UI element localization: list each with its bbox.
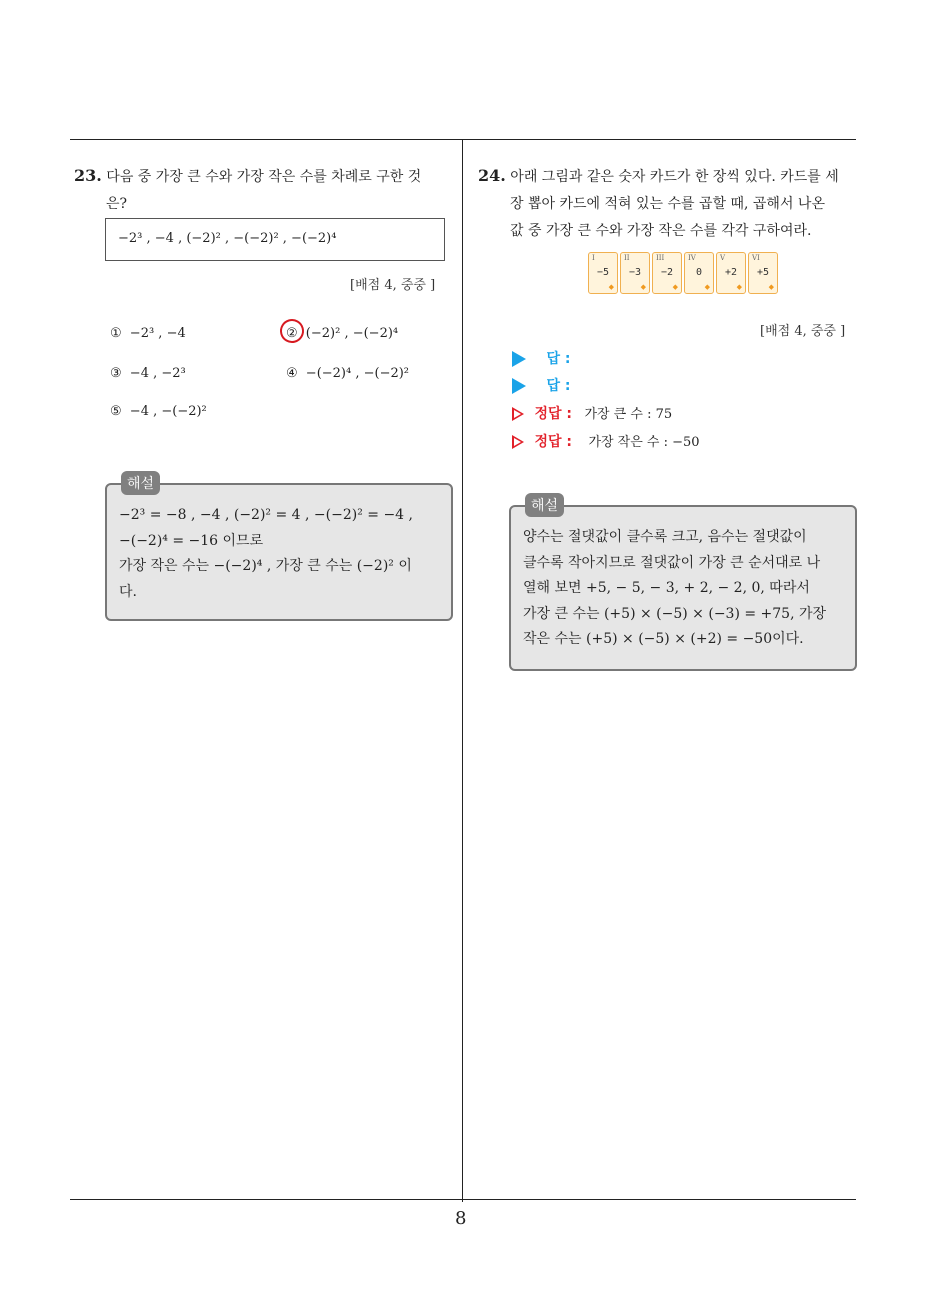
question-23-number: 23. [74, 166, 102, 185]
choice-2-mark-wrap [286, 326, 298, 341]
answer-row-1 [512, 348, 570, 368]
card-suit-icon: ◆ [608, 283, 614, 291]
top-rule [70, 139, 856, 140]
card-value: 0 [695, 267, 703, 278]
question-24 [478, 162, 862, 245]
number-card [620, 252, 650, 294]
column-divider [462, 140, 463, 1202]
number-card [684, 252, 714, 294]
choice-5[interactable] [110, 404, 207, 419]
card-suit-icon: ◆ [768, 283, 774, 291]
answer-row-2 [512, 375, 570, 395]
question-23 [74, 162, 458, 218]
choice-4[interactable] [286, 366, 409, 381]
card-value: −5 [596, 267, 610, 278]
solution-23-text [119, 503, 445, 605]
question-24-line2: 장 뽑아 카드에 적혀 있는 수를 곱할 때, 곱해서 나온 [510, 196, 825, 212]
card-value: −2 [660, 267, 674, 278]
correct-label: 정답 : [534, 406, 572, 422]
bottom-rule [70, 1199, 856, 1200]
solution-24-line: 클수록 작아지므로 절댓값이 가장 큰 순서대로 나 [523, 554, 821, 571]
question-24-number: 24. [478, 166, 506, 185]
question-24-line1 [478, 162, 862, 191]
correct-row-2 [512, 431, 700, 451]
number-card [588, 252, 618, 294]
outline-arrow-icon [512, 407, 524, 421]
card-index: III [656, 254, 665, 262]
page-number: 8 [455, 1208, 467, 1229]
solution-23-box [105, 476, 453, 621]
choice-3-text: −4 , −2³ [129, 366, 186, 381]
choice-5-mark: ⑤ [110, 404, 122, 419]
answer-label: 답 : [546, 351, 571, 367]
number-card [716, 252, 746, 294]
correct-label: 정답 : [534, 434, 572, 450]
card-index: II [624, 254, 630, 262]
choice-1-text: −2³ , −4 [129, 326, 186, 341]
card-index: I [592, 254, 595, 262]
choice-2-text: (−2)² , −(−2)⁴ [305, 326, 399, 341]
question-24-score: [배점 4, 중중 ] [760, 324, 846, 339]
expression-text: −2³ , −4 , (−2)² , −(−2)² , −(−2)⁴ [118, 231, 337, 246]
card-suit-icon: ◆ [672, 283, 678, 291]
choice-1[interactable] [110, 326, 186, 341]
answer-label: 답 : [546, 378, 571, 394]
correct-row-1 [512, 403, 672, 423]
question-23-line1 [74, 162, 458, 191]
choice-1-mark: ① [110, 326, 122, 341]
outline-arrow-icon [512, 435, 524, 449]
card-index: VI [752, 254, 760, 262]
choice-5-text: −4 , −(−2)² [129, 404, 207, 419]
solution-23-line: −(−2)⁴ = −16 이므로 [119, 532, 264, 549]
question-23-text: 다음 중 가장 큰 수와 가장 작은 수를 차례로 구한 것 [106, 169, 422, 185]
solution-24-box [509, 498, 857, 671]
card-value: +5 [756, 267, 770, 278]
card-suit-icon: ◆ [736, 283, 742, 291]
number-card [748, 252, 778, 294]
solution-24-line: 작은 수는 (+5) × (−5) × (+2) = −50이다. [523, 631, 804, 647]
number-card [652, 252, 682, 294]
question-24-line3: 값 중 가장 큰 수와 가장 작은 수를 각각 구하여라. [510, 223, 812, 239]
play-arrow-icon [512, 378, 526, 394]
card-value: −3 [628, 267, 642, 278]
card-index: IV [688, 254, 696, 262]
card-suit-icon: ◆ [704, 283, 710, 291]
question-23-line2: 은? [106, 196, 128, 212]
solution-24-tag: 해설 [525, 493, 564, 517]
correct-answer-2: 가장 작은 수 : −50 [588, 435, 700, 450]
solution-24-line: 가장 큰 수는 (+5) × (−5) × (−3) = +75, 가장 [523, 605, 827, 622]
question-24-text: 아래 그림과 같은 숫자 카드가 한 장씩 있다. 카드를 세 [510, 169, 839, 185]
card-suit-icon: ◆ [640, 283, 646, 291]
choice-3-mark: ③ [110, 366, 122, 381]
choice-3[interactable] [110, 366, 186, 381]
choice-4-text: −(−2)⁴ , −(−2)² [305, 366, 410, 381]
play-arrow-icon [512, 351, 526, 367]
solution-23-line: 가장 작은 수는 −(−2)⁴ , 가장 큰 수는 (−2)² 이 [119, 558, 412, 574]
choice-4-mark: ④ [286, 366, 298, 381]
solution-24-text [523, 525, 853, 653]
choice-2-mark: ② [286, 326, 298, 341]
correct-answer-1: 가장 큰 수 : 75 [584, 407, 673, 422]
solution-23-tag: 해설 [121, 471, 160, 495]
choice-2[interactable] [286, 326, 398, 341]
solution-24-line: 열해 보면 +5, − 5, − 3, + 2, − 2, 0, 따라서 [523, 580, 810, 596]
solution-23-line: 다. [119, 583, 137, 600]
solution-23-line: −2³ = −8 , −4 , (−2)² = 4 , −(−2)² = −4 , [119, 507, 413, 523]
selected-answer-circle [277, 316, 306, 345]
question-23-score: [배점 4, 중중 ] [350, 278, 436, 293]
expression-box [105, 218, 445, 261]
card-value: +2 [724, 267, 738, 278]
card-index: V [720, 254, 726, 262]
solution-24-line: 양수는 절댓값이 클수록 크고, 음수는 절댓값이 [523, 529, 807, 545]
